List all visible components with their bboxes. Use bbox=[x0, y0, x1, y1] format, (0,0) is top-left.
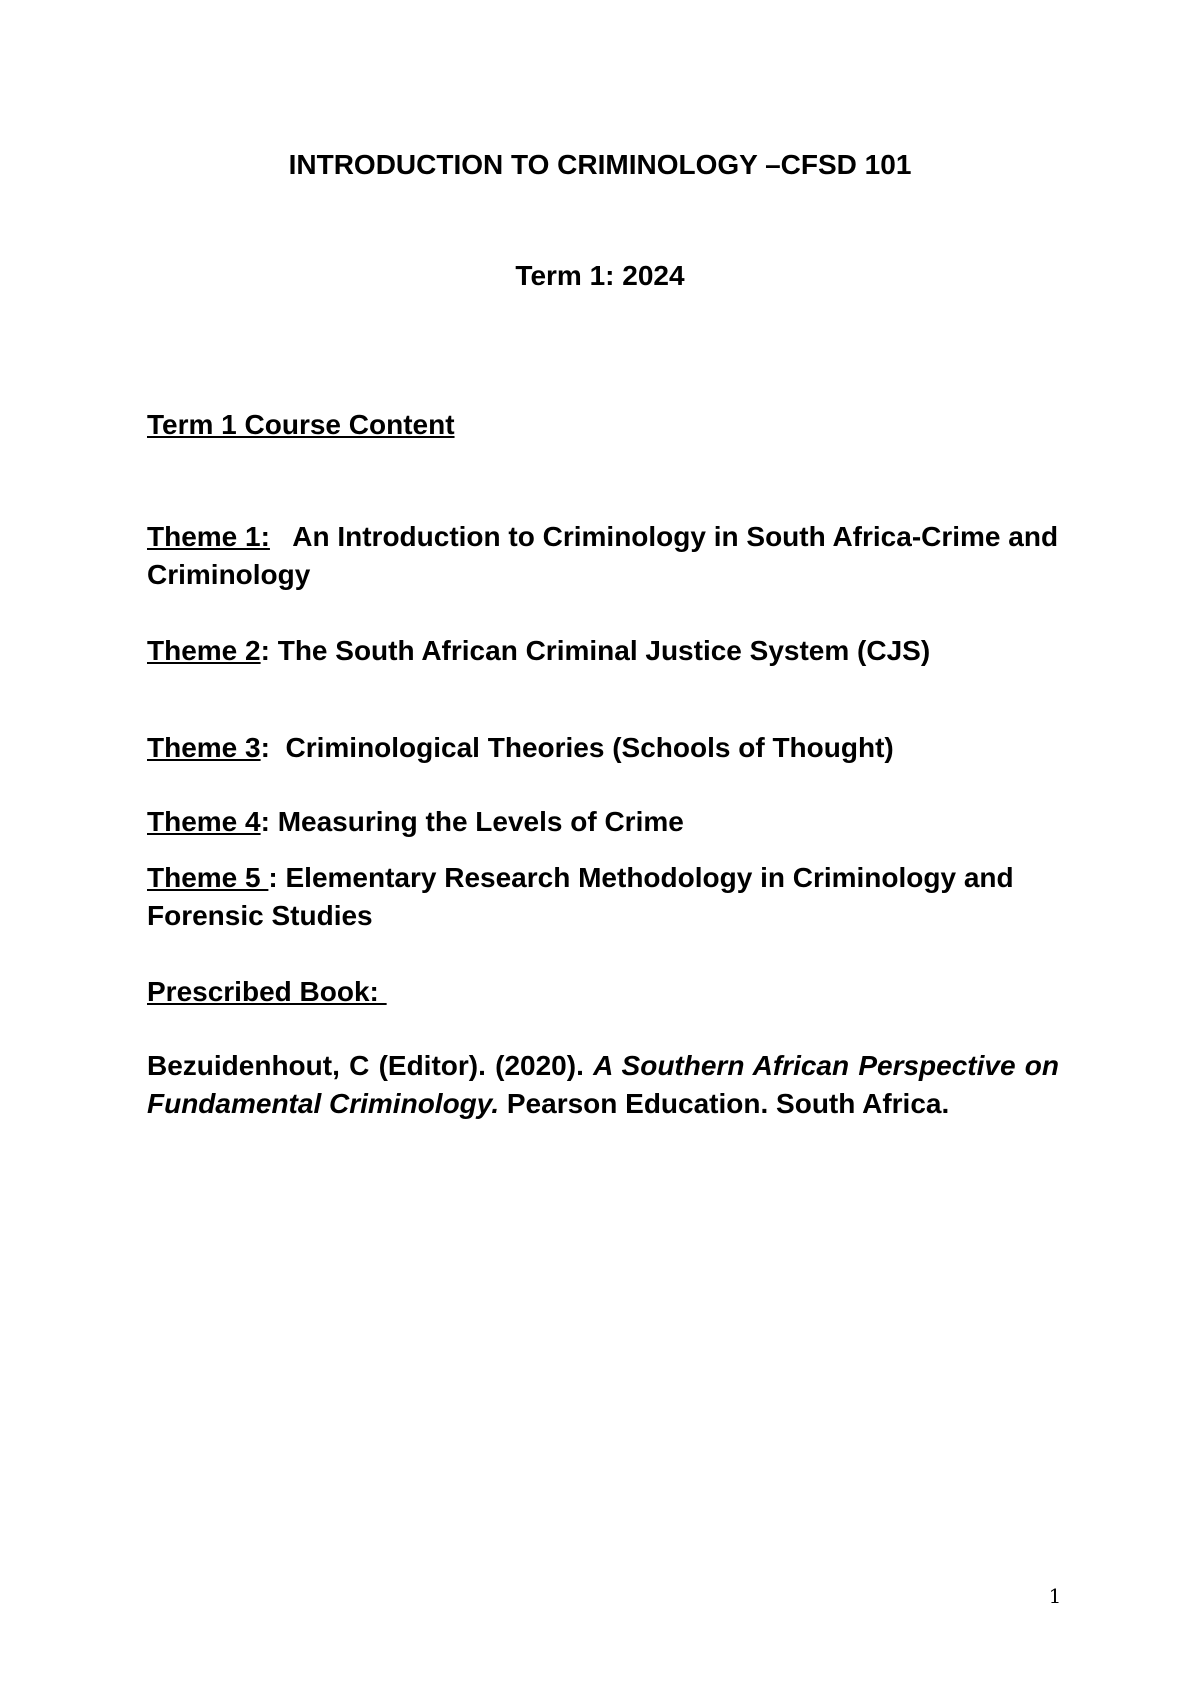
theme-4-label: Theme 4 bbox=[147, 806, 261, 837]
reference-authors: Bezuidenhout, C (Editor). (2020). bbox=[147, 1050, 594, 1081]
page-number: 1 bbox=[1048, 1584, 1062, 1608]
theme-3-separator: : bbox=[260, 732, 270, 763]
theme-2-text: The South African Criminal Justice System (CJS) bbox=[269, 635, 931, 666]
theme-4-separator: : bbox=[260, 806, 270, 837]
theme-4 bbox=[147, 803, 1059, 841]
theme-5-separator: : bbox=[268, 862, 278, 893]
theme-1-text: An Introduction to Criminology in South Africa-Crime and Criminology bbox=[147, 521, 1066, 590]
theme-3-label: Theme 3 bbox=[147, 732, 261, 763]
reference-book-title: A Southern African Perspective on Fundamental Criminology. bbox=[147, 1050, 1060, 1119]
theme-2 bbox=[147, 632, 1059, 670]
book-reference bbox=[147, 1047, 1059, 1123]
theme-3-text: Criminological Theories (Schools of Thought) bbox=[269, 732, 894, 763]
theme-1-label: Theme 1: bbox=[147, 521, 270, 552]
term-label: Term 1: 2024 bbox=[515, 260, 685, 291]
theme-4-text: Measuring the Levels of Crime bbox=[269, 806, 684, 837]
prescribed-book-heading-text: Prescribed Book: bbox=[147, 976, 387, 1007]
course-content-heading bbox=[147, 406, 1059, 444]
reference-publisher: Pearson Education. South Africa. bbox=[499, 1088, 950, 1119]
theme-2-label: Theme 2 bbox=[147, 635, 261, 666]
theme-2-separator: : bbox=[260, 635, 270, 666]
theme-5 bbox=[147, 859, 1059, 935]
prescribed-book-heading bbox=[147, 973, 1059, 1011]
theme-5-text: Elementary Research Methodology in Criminology and Forensic Studies bbox=[147, 862, 1022, 931]
theme-1 bbox=[147, 518, 1066, 594]
document-title: INTRODUCTION TO CRIMINOLOGY –CFSD 101 bbox=[288, 149, 912, 180]
theme-5-label: Theme 5 bbox=[147, 862, 269, 893]
course-content-heading-text: Term 1 Course Content bbox=[147, 409, 455, 440]
theme-3 bbox=[147, 729, 1059, 767]
